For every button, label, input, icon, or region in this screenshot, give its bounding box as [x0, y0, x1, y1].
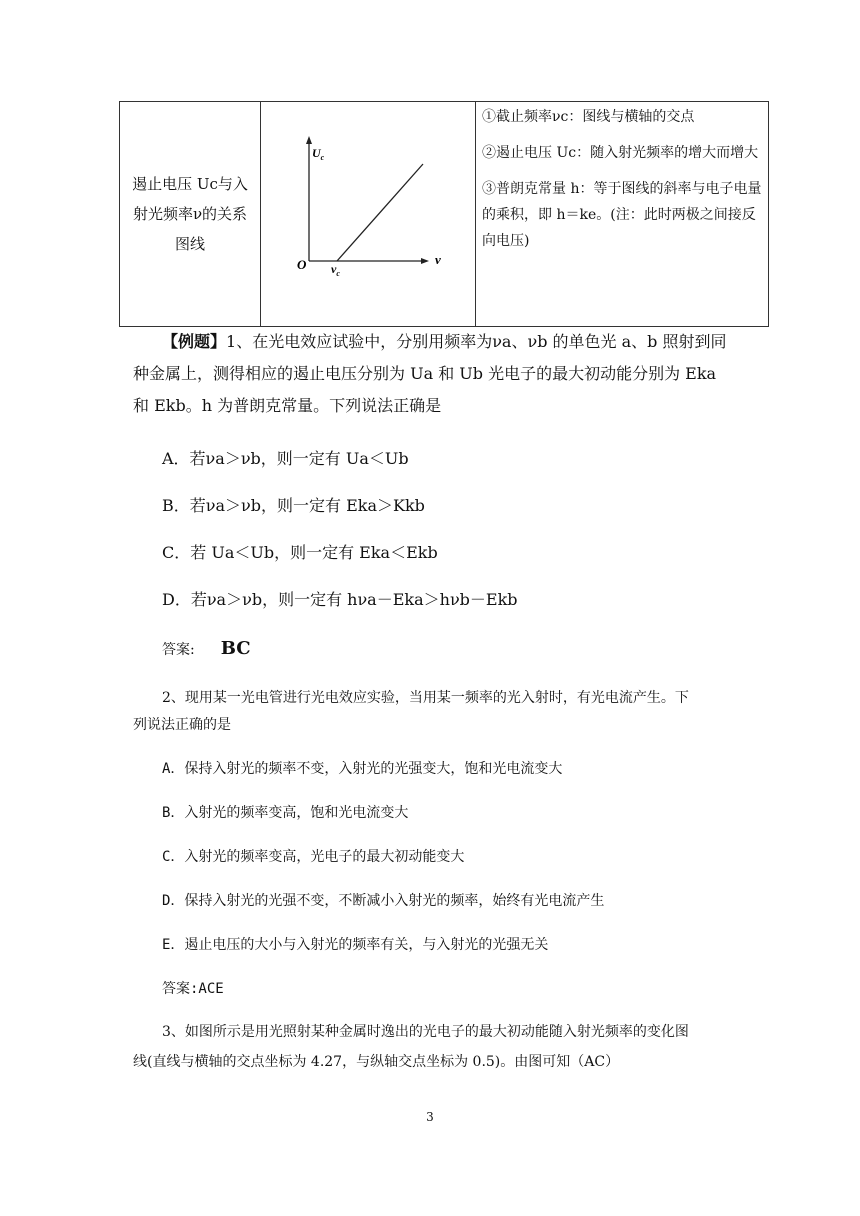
- note-stopping-voltage: ②遏止电压 Uc：随入射光频率的增大而增大: [482, 145, 759, 161]
- example1-stem-line1: 【例题】1、在光电效应试验中，分别用频率为νa、νb 的单色光 a、b 照射到同: [162, 332, 727, 351]
- page-number: 3: [426, 1110, 434, 1124]
- example2-option-c: C．入射光的频率变高，光电子的最大初动能变大: [162, 849, 465, 865]
- note-planck-constant: ③普朗克常量 h：等于图线的斜率与电子电量的乘积，即 h＝ke。(注：此时两极之间接反向电压): [482, 181, 762, 249]
- example1-stem-line3: 和 Ekb。h 为普朗克常量。下列说法正确是: [133, 396, 442, 415]
- table-row: [120, 102, 769, 327]
- relation-table: [119, 101, 769, 327]
- example2-option-b: B．入射光的频率变高，饱和光电流变大: [162, 805, 409, 821]
- example3-stem-line2: 线(直线与横轴的交点坐标为 4.27，与纵轴交点坐标为 0.5)。由图可知（AC）: [133, 1054, 620, 1070]
- example2-option-a: A．保持入射光的频率不变，入射光的光强变大，饱和光电流变大: [162, 761, 563, 777]
- example1-option-c: C．若 Ua＜Ub，则一定有 Eka＜Ekb: [162, 543, 438, 562]
- uc-line: [337, 164, 423, 261]
- example1-option-a: A．若νa＞νb，则一定有 Ua＜Ub: [162, 449, 409, 468]
- uc-vs-frequency-graph: [261, 102, 475, 328]
- answer-label: 答案:: [162, 642, 195, 658]
- graph-cell: [261, 102, 476, 327]
- example2-answer: 答案:ACE: [162, 981, 224, 997]
- example1-answer: [162, 637, 782, 662]
- example2-stem-line1: 2、现用某一光电管进行光电效应实验，当用某一频率的光入射时，有光电流产生。下: [162, 690, 689, 706]
- example3-stem-line1: 3、如图所示是用光照射某种金属时逸出的光电子的最大初动能随入射光频率的变化图: [162, 1024, 689, 1040]
- note-cutoff-frequency: ①截止频率νc：图线与横轴的交点: [482, 109, 695, 125]
- example-tag: 【例题】: [162, 332, 227, 351]
- notes-cell: [476, 102, 769, 327]
- y-axis-arrow: [306, 136, 312, 144]
- example1-option-b: B．若νa＞νb，则一定有 Eka＞Kkb: [162, 496, 425, 515]
- row-label: 遏止电压 Uc与入射光频率ν的关系图线: [132, 175, 248, 253]
- y-axis-label: $U_c$: [312, 146, 325, 162]
- example1-stem-line2: 种金属上，测得相应的遏止电压分别为 Ua 和 Ub 光电子的最大初动能分别为 Eka: [133, 364, 717, 383]
- example2-option-d: D．保持入射光的光强不变，不断减小入射光的频率，始终有光电流产生: [162, 893, 605, 909]
- x-axis-arrow: [421, 258, 429, 264]
- intercept-label: $\nu_c$: [331, 262, 340, 278]
- example2-option-e: E．遏止电压的大小与入射光的频率有关，与入射光的光强无关: [162, 937, 549, 953]
- answer-value: BC: [220, 638, 251, 659]
- example2-stem-line2: 列说法正确的是: [133, 717, 231, 733]
- origin-label: O: [297, 257, 307, 272]
- row-label-cell: [120, 102, 261, 327]
- x-axis-label: ν: [435, 252, 441, 267]
- example1-option-d: D．若νa＞νb，则一定有 hνa－Eka＞hνb－Ekb: [162, 590, 518, 609]
